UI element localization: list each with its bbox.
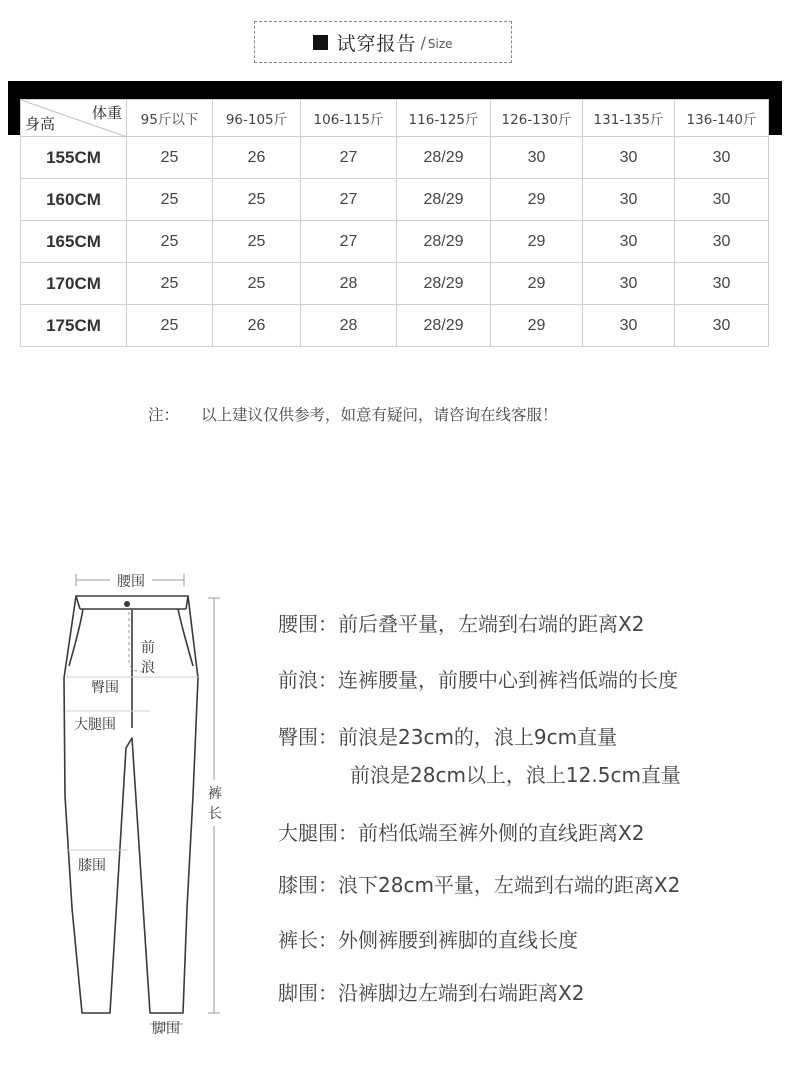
column-header: 116-125斤 [397,100,491,137]
table-cell: 29 [491,305,583,347]
column-header: 131-135斤 [583,100,675,137]
pants-outline [64,596,198,1013]
length-label-2: 长 [208,806,222,822]
length-label-1: 裤 [208,786,222,802]
table-cell: 30 [583,221,675,263]
table-cell: 25 [127,263,213,305]
row-height-label: 165CM [21,221,127,263]
note-label: 注： [148,406,180,424]
table-cell: 30 [583,263,675,305]
hip-description-line-2: 前浪是28cm以上，浪上12.5cm直量 [350,763,681,787]
table-cell: 25 [127,305,213,347]
table-row [21,305,769,347]
corner-height-label: 身高 [25,115,56,133]
column-header: 106-115斤 [301,100,397,137]
table-cell: 28/29 [397,263,491,305]
table-cell: 30 [583,179,675,221]
table-cell: 30 [675,179,769,221]
rise-label-2: 浪 [141,660,155,676]
table-cell: 28 [301,263,397,305]
knee-description: 膝围：浪下28cm平量，左端到右端的距离X2 [278,873,681,897]
table-row [21,137,769,179]
header-title: 试穿报告 [336,32,417,55]
square-bullet-icon [313,35,328,50]
column-header: 95斤以下 [127,100,213,137]
table-cell: 30 [583,137,675,179]
table-cell: 29 [491,263,583,305]
corner-weight-label: 体重 [91,104,122,122]
hem-label: 脚围 [152,1021,180,1037]
table-cell: 25 [127,137,213,179]
table-cell: 26 [213,137,301,179]
rise-label-1: 前 [141,640,155,656]
length-description: 裤长：外侧裤腰到裤脚的直线长度 [278,928,578,952]
hip-description-line-1: 臀围：前浪是23cm的，浪上9cm直量 [278,725,618,749]
column-header: 96-105斤 [213,100,301,137]
column-header: 136-140斤 [675,100,769,137]
table-cell: 25 [213,221,301,263]
table-cell: 25 [127,221,213,263]
table-header-row [21,100,769,137]
pants-measurement-diagram [50,568,250,1038]
table-cell: 30 [675,137,769,179]
size-chart-table [20,99,769,347]
table-cell: 28 [301,305,397,347]
table-cell: 28/29 [397,221,491,263]
hip-label: 臀围 [91,680,119,696]
table-cell: 30 [675,221,769,263]
waist-description: 腰围：前后叠平量，左端到右端的距离X2 [278,612,645,636]
table-cell: 27 [301,179,397,221]
table-row [21,179,769,221]
table-cell: 25 [213,179,301,221]
header-slash: / [420,32,426,52]
advice-note [148,403,558,425]
table-cell: 30 [583,305,675,347]
table-cell: 27 [301,221,397,263]
table-cell: 25 [127,179,213,221]
thigh-description: 大腿围：前档低端至裤外侧的直线距离X2 [278,821,645,845]
column-header: 126-130斤 [491,100,583,137]
table-row [21,263,769,305]
header-subtitle: Size [427,37,453,51]
row-height-label: 160CM [21,179,127,221]
row-height-label: 175CM [21,305,127,347]
table-row [21,221,769,263]
row-height-label: 170CM [21,263,127,305]
table-cell: 26 [213,305,301,347]
table-corner-cell [21,100,127,137]
thigh-label: 大腿围 [74,717,116,733]
waist-button-icon [124,601,130,607]
table-cell: 28/29 [397,137,491,179]
row-height-label: 155CM [21,137,127,179]
table-cell: 28/29 [397,179,491,221]
rise-description: 前浪：连裤腰量，前腰中心到裤裆低端的长度 [278,668,678,692]
table-cell: 28/29 [397,305,491,347]
hem-description: 脚围：沿裤脚边左端到右端距离X2 [278,981,585,1005]
table-cell: 27 [301,137,397,179]
table-cell: 30 [491,137,583,179]
table-cell: 25 [213,263,301,305]
waist-label: 腰围 [117,574,145,590]
table-cell: 30 [675,263,769,305]
size-report-header [254,21,512,63]
table-cell: 30 [675,305,769,347]
table-cell: 29 [491,221,583,263]
knee-label: 膝围 [78,858,106,874]
table-cell: 29 [491,179,583,221]
note-text: 以上建议仅供参考，如意有疑问，请咨询在线客服！ [201,406,558,424]
